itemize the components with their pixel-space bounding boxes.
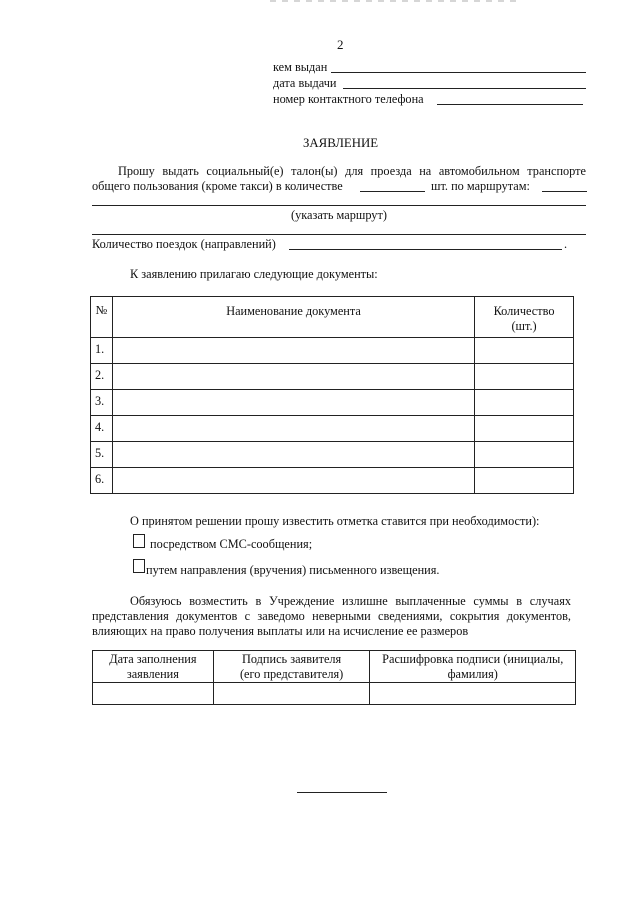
issue-date-field[interactable] xyxy=(343,88,586,89)
col-header-name: Наименование документа xyxy=(112,297,474,338)
row-number: 4. xyxy=(91,416,113,442)
doc-qty-cell[interactable] xyxy=(475,338,574,364)
doc-name-cell[interactable] xyxy=(112,468,474,494)
col-header-date xyxy=(93,651,214,683)
issued-by-label: кем выдан xyxy=(273,60,328,74)
col-header-decoding-l1: Расшифровка подписи (инициалы, xyxy=(382,651,564,666)
doc-qty-cell[interactable] xyxy=(475,468,574,494)
issue-date-label: дата выдачи xyxy=(273,76,337,90)
letter-checkbox[interactable] xyxy=(133,559,145,573)
table-row xyxy=(91,364,574,390)
route-field-2[interactable] xyxy=(92,234,586,235)
page-number: 2 xyxy=(337,37,344,52)
request-line-1: Прошу выдать социальный(е) талон(ы) для проезда на автомобильном транспорте xyxy=(118,164,586,178)
issued-by-field[interactable] xyxy=(331,72,586,73)
col-header-decoding xyxy=(370,651,576,683)
notify-intro: О принятом решении прошу известить отметка ставится при необходимости): xyxy=(130,514,540,528)
documents-table xyxy=(90,296,574,494)
col-header-number: № xyxy=(91,297,113,338)
table-row xyxy=(91,416,574,442)
table-row xyxy=(91,468,574,494)
sms-checkbox[interactable] xyxy=(133,534,145,548)
request-line-2a: общего пользования (кроме такси) в количестве xyxy=(92,179,343,193)
routes-field-inline[interactable] xyxy=(542,191,587,192)
col-header-decoding-l2: фамилия) xyxy=(447,666,498,681)
doc-qty-cell[interactable] xyxy=(475,416,574,442)
doc-name-cell[interactable] xyxy=(112,442,474,468)
route-field[interactable] xyxy=(92,205,586,206)
doc-qty-cell[interactable] xyxy=(475,364,574,390)
route-hint: (указать маршрут) xyxy=(291,208,387,222)
col-header-date-l1: Дата заполнения xyxy=(109,651,197,666)
col-header-quantity-l2: (шт.) xyxy=(511,318,537,333)
doc-name-cell[interactable] xyxy=(112,416,474,442)
scan-artifact xyxy=(270,0,520,2)
obligation-line-2: представления документов с заведомо неверными сведениями, сокрытия документов, xyxy=(92,609,571,623)
doc-qty-cell[interactable] xyxy=(475,390,574,416)
table-row xyxy=(93,683,576,705)
sms-option-label: посредством СМС-сообщения; xyxy=(150,537,313,551)
phone-field[interactable] xyxy=(437,104,583,105)
col-header-date-l2: заявления xyxy=(126,666,179,681)
col-header-quantity xyxy=(475,297,574,338)
table-row xyxy=(91,338,574,364)
col-header-signature xyxy=(213,651,370,683)
letter-option-label: путем направления (вручения) письменного извещения. xyxy=(146,563,440,577)
doc-name-cell[interactable] xyxy=(112,390,474,416)
doc-name-cell[interactable] xyxy=(112,364,474,390)
row-number: 6. xyxy=(91,468,113,494)
signature-cell[interactable] xyxy=(213,683,370,705)
phone-label: номер контактного телефона xyxy=(273,92,424,106)
decoding-cell[interactable] xyxy=(370,683,576,705)
footer-separator xyxy=(297,792,387,793)
row-number: 3. xyxy=(91,390,113,416)
date-cell[interactable] xyxy=(93,683,214,705)
table-row xyxy=(91,442,574,468)
doc-name-cell[interactable] xyxy=(112,338,474,364)
obligation-line-3: влияющих на право получения выплаты или на исчисление ее размеров xyxy=(92,624,469,638)
col-header-signature-l1: Подпись заявителя xyxy=(242,651,342,666)
row-number: 2. xyxy=(91,364,113,390)
quantity-field[interactable] xyxy=(360,191,425,192)
table-row xyxy=(91,390,574,416)
obligation-line-1: Обязуюсь возместить в Учреждение излишне выплаченные суммы в случаях xyxy=(130,594,571,608)
doc-qty-cell[interactable] xyxy=(475,442,574,468)
trips-field[interactable] xyxy=(289,249,562,250)
request-line-2b: шт. по маршрутам: xyxy=(431,179,530,193)
col-header-signature-l2: (его представителя) xyxy=(239,666,344,681)
row-number: 1. xyxy=(91,338,113,364)
trips-period: . xyxy=(564,237,568,251)
trips-label: Количество поездок (направлений) xyxy=(92,237,276,251)
signature-table xyxy=(92,650,576,705)
col-header-quantity-l1: Количество xyxy=(493,304,555,318)
document-title: ЗАЯВЛЕНИЕ xyxy=(303,136,379,150)
row-number: 5. xyxy=(91,442,113,468)
attachments-intro: К заявлению прилагаю следующие документы: xyxy=(130,267,378,281)
